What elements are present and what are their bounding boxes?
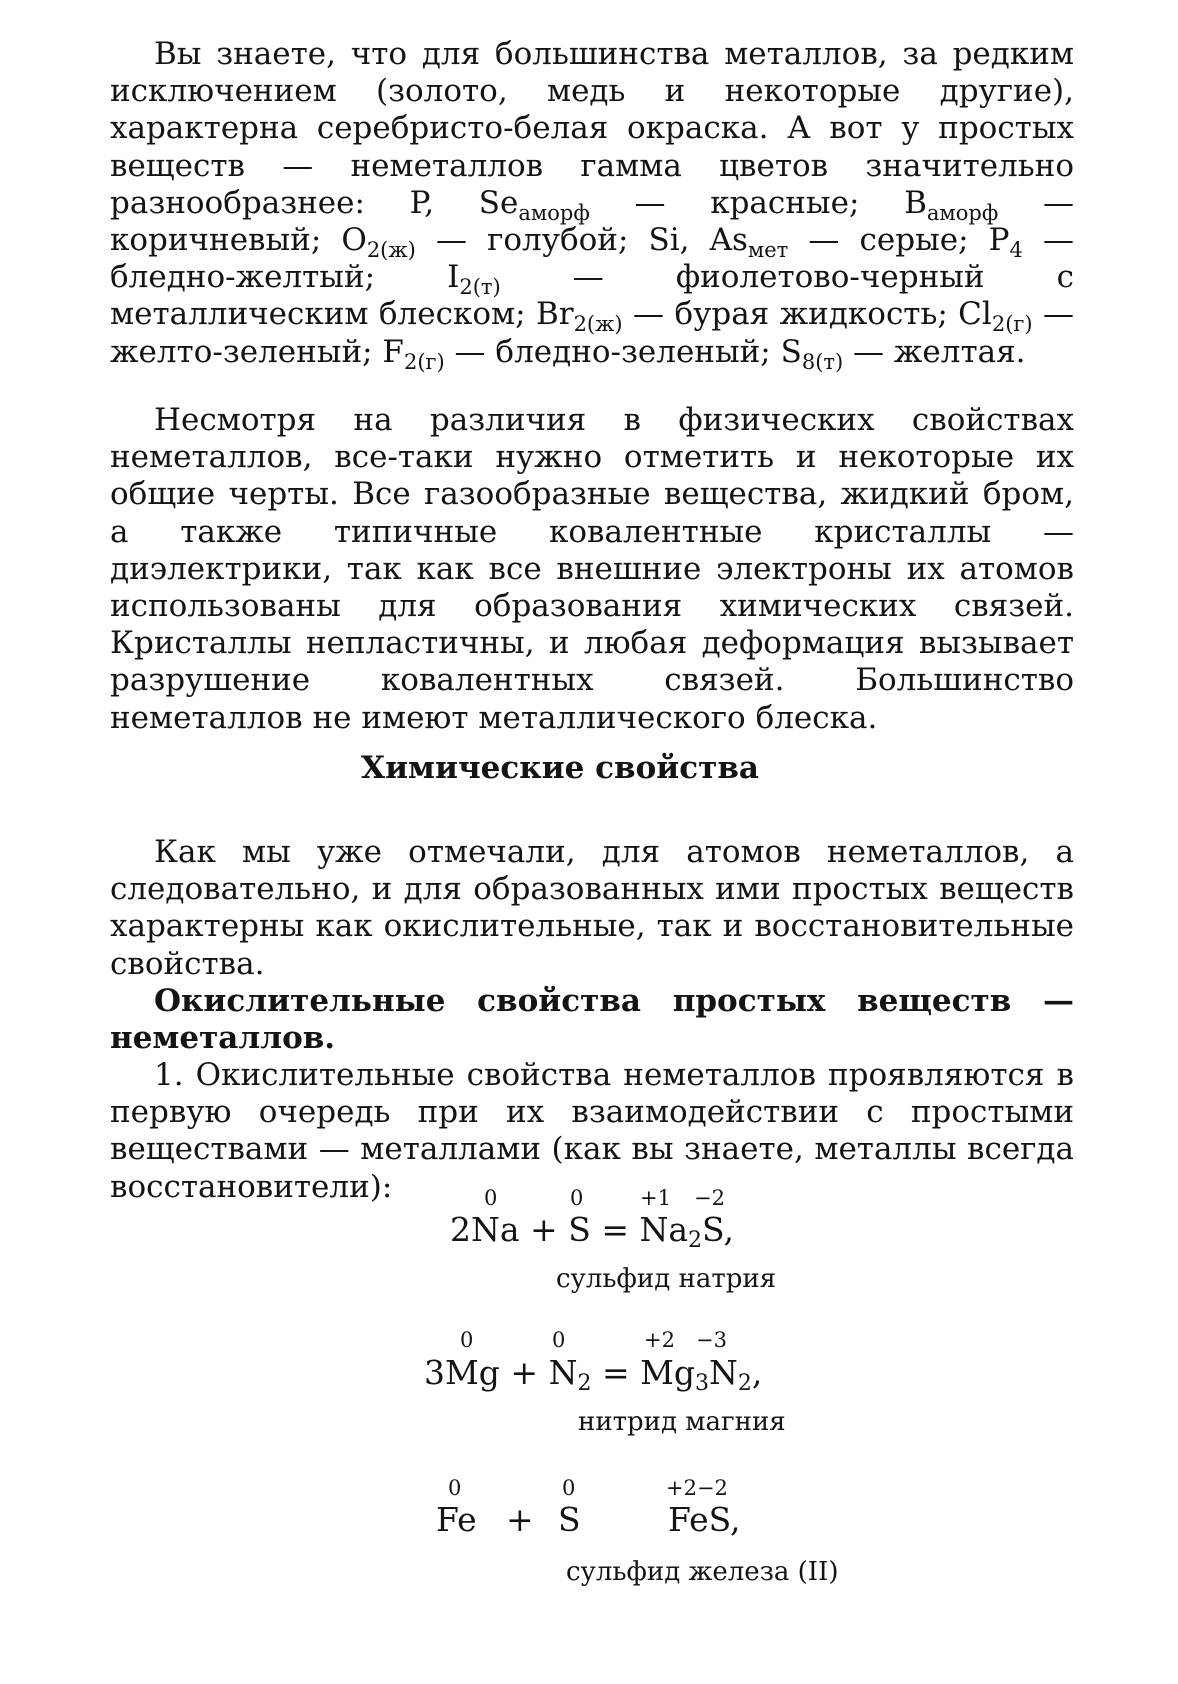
- subheading-text: Окислительные свойства простых веществ — неметаллов.: [110, 983, 1074, 1057]
- paragraph-chemical-intro: [110, 834, 1074, 983]
- paragraph-text: Как мы уже отмечали, для атомов неметаллов, а следовательно, и для образованных ими простых веществ характерны как окислительные, так и восстановительные свойства.: [110, 834, 1074, 982]
- oxidation-state: 0: [562, 1476, 576, 1500]
- paragraph-oxidizing-heading: [110, 983, 1074, 1057]
- paragraph-physical-properties: [110, 402, 1074, 737]
- oxidation-state: −2: [694, 1186, 725, 1210]
- section-heading: Химические свойства: [361, 750, 759, 786]
- equation-reactant: S: [558, 1500, 581, 1539]
- oxidation-state: −3: [696, 1328, 727, 1352]
- paragraph-text: 1. Окислительные свойства неметаллов проявляются в первую очередь при их взаимодействии с простыми веществами — металлами (как вы знаете, металлы всегда восстановители):: [110, 1057, 1074, 1205]
- paragraph-text: Несмотря на различия в физических свойствах неметаллов, все-таки нужно отметить и некоторые их общие черты. Все газообразные вещества, жидкий бром, а также типичные ковалентные кристаллы — диэлектрики, так как все внешние электроны их атомов использованы для образования химических связей. Кристаллы непластичны, и любая деформация вызывает разрушение ковалентных связей. Большинство неметаллов не имеют металлического блеска.: [110, 402, 1074, 736]
- equation-formula: $3Mg + N_2 = Mg_3N_2$,: [424, 1353, 763, 1396]
- equation-caption: нитрид магния: [578, 1407, 786, 1437]
- equation-product: FeS,: [668, 1500, 741, 1539]
- paragraph-text: Вы знаете, что для большинства металлов, за редким исключением (золото, медь и некоторые другие), характерна серебристо-белая окраска. А вот у простых веществ — неметаллов гамма цветов значительно разнообразнее: P, $Se_{аморф}$ — красные; $B_{аморф}$ — коричневый; $O_{2(ж)}$ — голубой; Si, $As_{мет}$ — серые; $P_4$ — бледно-желтый; $I_{2(т)}$ — фиолетово-черный с металлическим блеском; $Br_{2(ж)}$ — бурая жидкость; $Cl_{2(г)}$ — желто-зеленый; $F_{2(г)}$ — бледно-зеленый; $S_{8(т)}$ — желтая.: [110, 36, 1075, 374]
- equation-reactant: Fe: [436, 1500, 477, 1539]
- paragraph-metals-reaction: [110, 1057, 1074, 1206]
- oxidation-state: 0: [460, 1328, 474, 1352]
- oxidation-state: 0: [552, 1328, 566, 1352]
- oxidation-state: +2−2: [666, 1476, 728, 1500]
- oxidation-state: +2: [644, 1328, 675, 1352]
- equation-operator: +: [506, 1500, 534, 1539]
- oxidation-state: 0: [570, 1186, 584, 1210]
- oxidation-state: 0: [448, 1476, 462, 1500]
- oxidation-state: +1: [640, 1186, 671, 1210]
- equation-formula: $2Na + S = Na_2S$,: [450, 1210, 734, 1253]
- oxidation-state: 0: [484, 1186, 498, 1210]
- equation-caption: сульфид железа (II): [566, 1557, 839, 1587]
- equation-caption: сульфид натрия: [556, 1264, 777, 1294]
- paragraph-colors: [110, 36, 1075, 374]
